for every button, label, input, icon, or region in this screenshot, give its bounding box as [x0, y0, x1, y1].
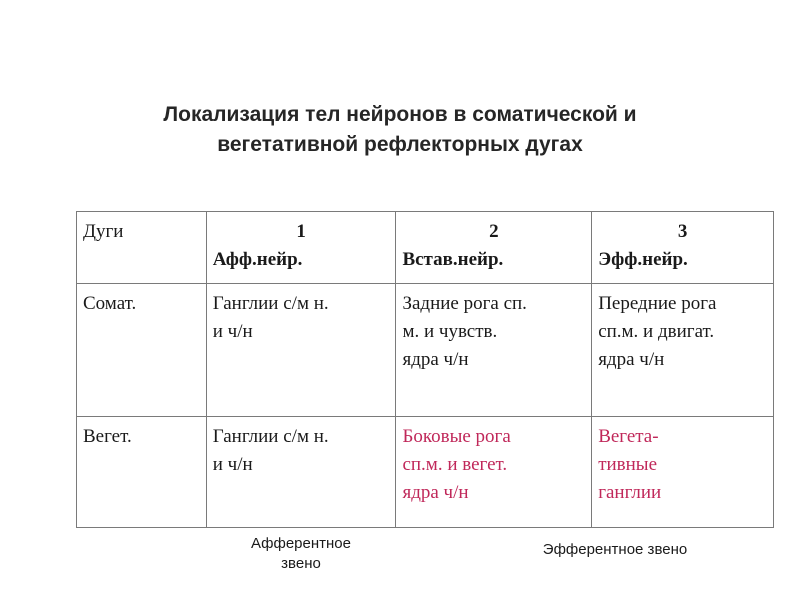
header-interneuron-number: 2 — [489, 221, 499, 242]
header-cell-efferent — [592, 212, 774, 284]
somatic-interneuron-line-3: ядра ч/н — [402, 349, 469, 370]
vegetative-interneuron-line-3: ядра ч/н — [402, 482, 469, 503]
vegetative-efferent-line-1: Вегета- — [598, 426, 659, 447]
afferent-caption-line-1: Афферентное — [250, 535, 351, 552]
vegetative-afferent-cell — [206, 417, 396, 528]
slide-title — [0, 100, 800, 160]
header-afferent-label: Афф.нейр. — [212, 249, 303, 270]
header-cell-afferent — [206, 212, 396, 284]
somatic-interneuron-line-1: Задние рога сп. — [402, 293, 527, 314]
table-header-row — [77, 212, 774, 284]
row-somatic-label-cell — [77, 284, 207, 417]
table-row-somatic — [77, 284, 774, 417]
row-somatic-label: Сомат. — [83, 293, 137, 314]
slide-title-line-1: Локализация тел нейронов в соматической и — [163, 103, 637, 126]
table-row-vegetative — [77, 417, 774, 528]
somatic-interneuron-line-2: м. и чувств. — [402, 321, 498, 342]
vegetative-interneuron-line-2: сп.м. и вегет. — [402, 454, 508, 475]
somatic-afferent-cell — [206, 284, 396, 417]
somatic-efferent-cell — [592, 284, 774, 417]
header-cell-interneuron — [396, 212, 592, 284]
somatic-afferent-line-1: Ганглии с/м н. — [212, 293, 329, 314]
header-arcs-label: Дуги — [83, 221, 124, 242]
row-vegetative-label: Вегет. — [83, 426, 132, 447]
header-cell-arcs — [77, 212, 207, 284]
header-afferent-number: 1 — [296, 221, 306, 242]
vegetative-interneuron-cell — [396, 417, 592, 528]
vegetative-afferent-line-2: и ч/н — [212, 454, 253, 475]
slide-title-line-2: вегетативной рефлекторных дугах — [217, 133, 583, 156]
somatic-efferent-line-3: ядра ч/н — [598, 349, 665, 370]
efferent-link-caption: Эфферентное звено — [542, 541, 688, 558]
header-interneuron-label: Встав.нейр. — [402, 249, 504, 270]
vegetative-efferent-cell — [592, 417, 774, 528]
header-efferent-label: Эфф.нейр. — [598, 249, 688, 270]
neuron-localization-table — [76, 211, 774, 528]
vegetative-interneuron-line-1: Боковые рога — [402, 426, 511, 447]
somatic-afferent-line-2: и ч/н — [212, 321, 253, 342]
vegetative-afferent-line-1: Ганглии с/м н. — [212, 426, 329, 447]
header-efferent-number: 3 — [677, 221, 688, 242]
row-vegetative-label-cell — [77, 417, 207, 528]
vegetative-efferent-line-2: тивные — [598, 454, 657, 475]
somatic-efferent-line-2: сп.м. и двигат. — [598, 321, 715, 342]
afferent-link-caption — [227, 534, 375, 574]
vegetative-efferent-line-3: ганглии — [598, 482, 662, 503]
somatic-interneuron-cell — [396, 284, 592, 417]
somatic-efferent-line-1: Передние рога — [598, 293, 717, 314]
afferent-caption-line-2: звено — [281, 555, 321, 572]
